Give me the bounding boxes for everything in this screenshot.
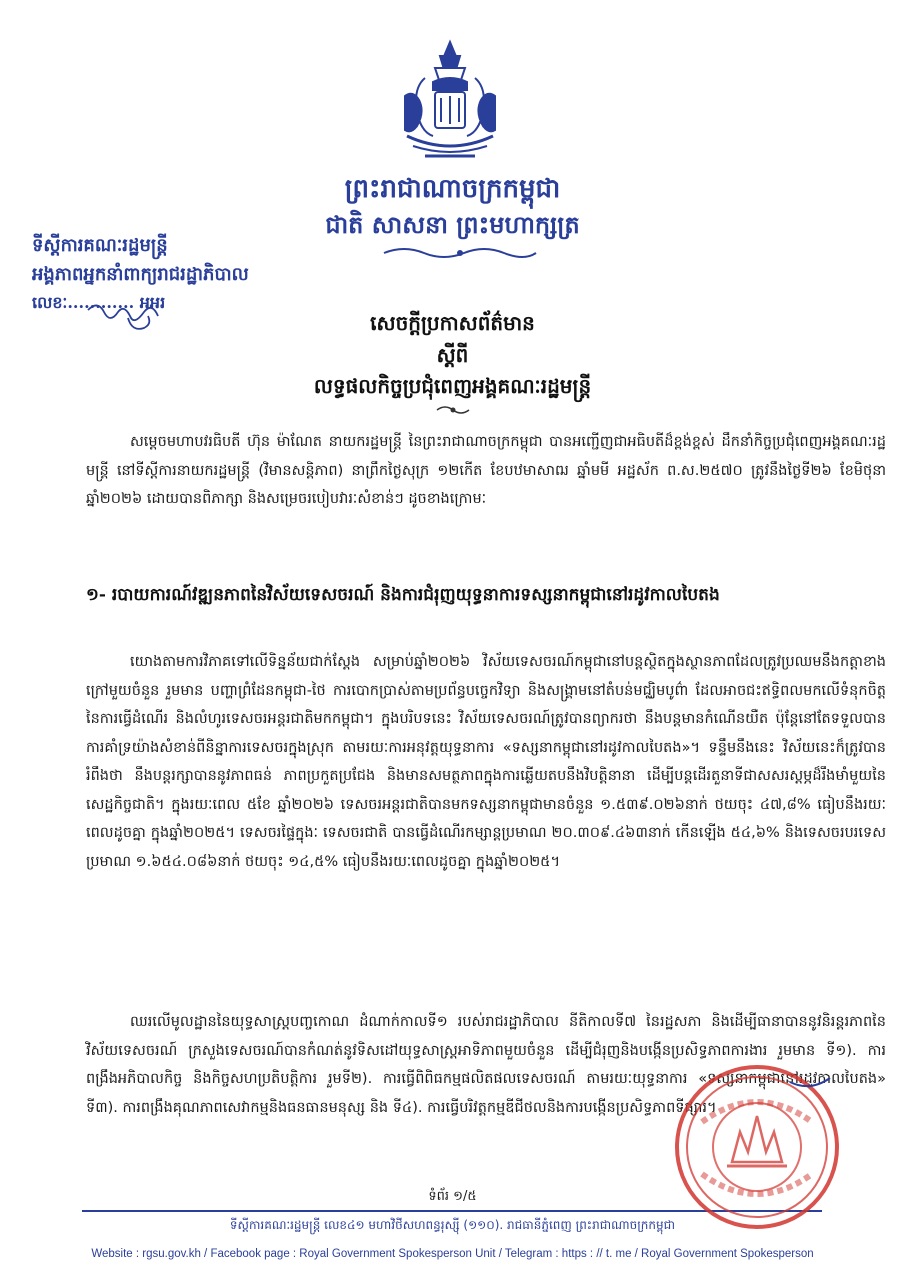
footer-links: Website : rgsu.gov.kh / Facebook page : Royal Government Spokesperson Unit / Telegram : https : // t. me / Royal Government Spokesperson: [91, 1248, 814, 1260]
document-subject: លទ្ធផលកិច្ចប្រជុំពេញអង្គគណៈរដ្ឋមន្ត្រី: [313, 374, 592, 398]
title-ornament-icon: [435, 403, 471, 417]
document-title: សេចក្ដីប្រកាសព័ត៌មាន: [370, 311, 535, 335]
kingdom-name: ព្រះរាជាណាចក្រកម្ពុជា: [344, 174, 561, 204]
sender-office: ទីស្ដីការគណៈរដ្ឋមន្ត្រី: [32, 235, 168, 256]
sender-unit: អង្គភាពអ្នកនាំពាក្យរាជរដ្ឋាភិបាល: [32, 264, 249, 285]
tourism-paragraph: យោងតាមការវិភាគទៅលើទិន្នន័យជាក់ស្ដែង សម្រាប់ឆ្នាំ២០២៦ វិស័យទេសចរណ៍កម្ពុជានៅបន្តស្ថិតក្នុងស្ថានភាពដែលត្រូវប្រឈមនឹងកត្តាខាងក្រៅមួយចំនួន រួមមាន បញ្ហាព្រំដែនកម្ពុជា-ថៃ ការបោកប្រាស់តាមប្រព័ន្ធបច្ចេកវិទ្យា និងសង្គ្រាមនៅតំបន់មជ្ឈិមបូព៌ា ដែលអាចជះឥទ្ធិពលមកលើទំនុកចិត្តនៃការធ្វើដំណើរ និងលំហូរទេសចរអន្តរជាតិមកកម្ពុជា។ ក្នុងបរិបទនេះ វិស័យទេសចរណ៍ត្រូវបានព្យាករថា នឹងបន្តមានកំណើនយឺត ប៉ុន្តែនៅតែទទួលបានការគាំទ្រយ៉ាងសំខាន់ពីនិន្នាការទេសចរក្នុងស្រុក តាមរយៈការអនុវត្តយុទ្ធនាការ «ទស្សនាកម្ពុជានៅរដូវកាលបៃតង»។ ទន្ទឹមនឹងនេះ វិស័យនេះក៏ត្រូវបានរំពឹងថា នឹងបន្តរក្សាបាននូវភាពធន់ ភាពប្រកួតប្រជែង និងមានសមត្ថភាពក្នុងការឆ្លើយតបនឹងវិបត្តិនានា ដើម្បីបន្តដើរតួនាទីជាសសរស្ដម្ភដ៏រឹងមាំមួយនៃសេដ្ឋកិច្ចជាតិ។ ក្នុងរយៈពេល ៥ខែ ឆ្នាំ២០២៦ ទេសចរអន្តរជាតិបានមកទស្សនាកម្ពុជាមានចំនួន ១.៥៣៩.០២៦នាក់ ថយចុះ ៤៧,៨% ធៀបនឹងរយៈពេលដូចគ្នា ក្នុងឆ្នាំ២០២៥។ ទេសចរផ្ទៃក្នុងៈ ទេសចរជាតិ បានធ្វើដំណើរកម្សាន្តប្រមាណ ២០.៣០៩.៤៦៣នាក់ កើនឡើង ៥៤,៦% និងទេសចរបរទេស ប្រមាណ ១.៦៥៤.០៨៦នាក់ ថយចុះ ១៤,៥% ធៀបនឹងរយៈពេលដូចគ្នា ក្នុងឆ្នាំ២០២៥។: [86, 654, 886, 870]
official-seal-icon: [672, 1062, 842, 1232]
document-title-about: ស្ដីពី: [436, 343, 469, 367]
royal-emblem-icon: [395, 38, 505, 168]
national-motto: ជាតិ សាសនា ព្រះមហាក្សត្រ: [325, 210, 580, 239]
page-number: ទំព័រ ១/៥: [428, 1189, 477, 1204]
footer-address: ទីស្ដីការគណៈរដ្ឋមន្ត្រី លេខ៤១ មហាវិថីសហពន្ធរុស្ស៊ី (១១០). រាជធានីភ្នំពេញ ព្រះរាជាណាចក្រកម្ពុជា: [229, 1218, 676, 1232]
intro-paragraph: សម្ដេចមហាបវរធិបតី ហ៊ុន ម៉ាណែត នាយករដ្ឋមន្ត្រី នៃព្រះរាជាណាចក្រកម្ពុជា បានអញ្ជើញជាអធិបតីដ៏ខ្ពង់ខ្ពស់ ដឹកនាំកិច្ចប្រជុំពេញអង្គគណៈរដ្ឋមន្ត្រី នៅទីស្ដីការនាយករដ្ឋមន្ត្រី (វិមានសន្តិភាព) នាព្រឹកថ្ងៃសុក្រ ១២កើត ខែបឋមាសាឍ ឆ្នាំមមី អដ្ឋស័ក ព.ស.២៥៧០ ត្រូវនឹងថ្ងៃទី២៦ ខែមិថុនា ឆ្នាំ២០២៦ ដោយបានពិភាក្សា និងសម្រេចរបៀបវារៈសំខាន់ៗ ដូចខាងក្រោមៈ: [86, 434, 886, 507]
strategy-paragraph: ឈរលើមូលដ្ឋាននៃយុទ្ធសាស្ត្របញ្ចកោណ ដំណាក់កាលទី១ របស់រាជរដ្ឋាភិបាល នីតិកាលទី៧ នៃរដ្ឋសភា និងដើម្បីធានាបាននូវនិរន្តរភាពនៃវិស័យទេសចរណ៍ ក្រសួងទេសចរណ៍បានកំណត់នូវទិសដៅយុទ្ធសាស្ត្រអាទិភាពមួយចំនួន ដើម្បីជំរុញនិងបង្កើនប្រសិទ្ធភាពការងារ រួមមាន ទី១). ការពង្រឹងអភិបាលកិច្ច និងកិច្ចសហប្រតិបត្តិការ រួមទី២). ការធ្វើពិពិធកម្មផលិតផលទេសចរណ៍ តាមរយៈយុទ្ធនាការ «ទស្សនាកម្ពុជានៅរដូវកាលបៃតង» ទី៣). ការពង្រឹងគុណភាពសេវាកម្មនិងធនធានមនុស្ស និង ទី៤). ការធ្វើបរិវត្តកម្មឌីជីថលនិងការបង្កើនប្រសិទ្ធភាពទីផ្សារ។: [86, 1014, 886, 1116]
ornament-divider-icon: [380, 246, 540, 260]
reference-number: លេខៈ............ អអរ: [32, 293, 166, 312]
section-heading-1: ១- របាយការណ៍វឌ្ឍនភាពនៃវិស័យទេសចរណ៍ និងការជំរុញយុទ្ធនាការទស្សនាកម្ពុជានៅរដូវកាលបៃតង: [86, 585, 720, 605]
